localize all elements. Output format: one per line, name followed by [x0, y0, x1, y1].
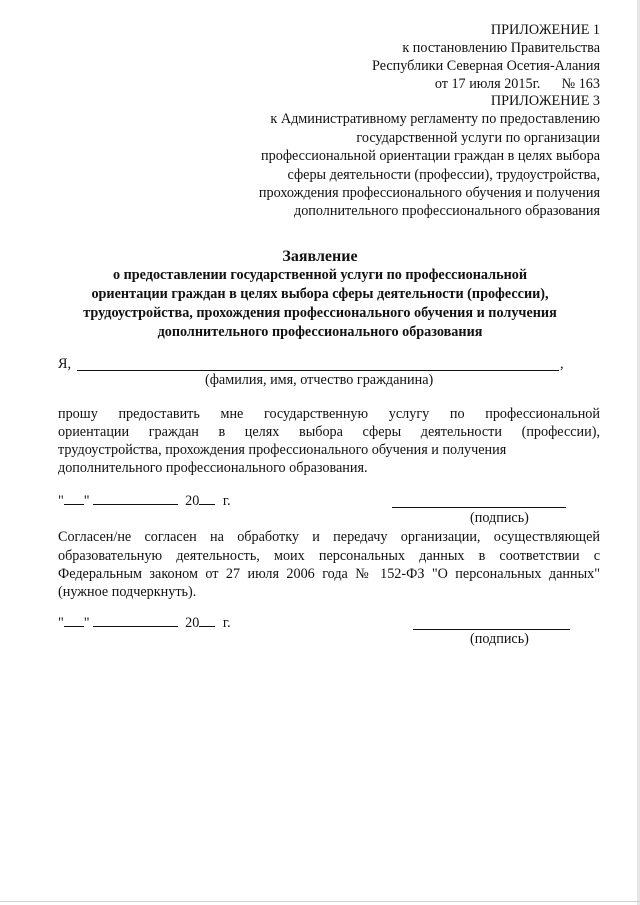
applicant-suffix: , [560, 356, 564, 372]
consent-line: (нужное подчеркнуть). [58, 584, 197, 600]
quote-close: " [83, 615, 90, 631]
resolution-line-1: к постановлению Правительства [402, 40, 600, 56]
scan-bottom-edge [0, 901, 640, 902]
resolution-number: № 163 [561, 76, 600, 92]
year-field[interactable] [199, 614, 215, 627]
subtitle-line: ориентации граждан в целях выбора сферы деятельности (профессии), [91, 286, 549, 302]
applicant-name-field[interactable] [77, 370, 559, 371]
applicant-prefix: Я, [58, 356, 72, 372]
resolution-date-line [435, 76, 600, 93]
year-suffix: г. [222, 615, 231, 631]
appendix-1-label: ПРИЛОЖЕНИЕ 1 [490, 22, 600, 38]
consent-line: Федеральным законом от 27 июля 2006 года № 152-ФЗ "О персональных данных" [58, 566, 600, 582]
date-line-2 [58, 614, 231, 633]
regulation-line: дополнительного профессионального образования [293, 203, 600, 219]
document-title: Заявление [282, 248, 358, 265]
resolution-date: от 17 июля 2015г. [434, 76, 541, 92]
year-prefix: 20 [185, 615, 200, 631]
regulation-line: профессиональной ориентации граждан в целях выбора [261, 148, 600, 164]
quote-open: " [58, 615, 64, 631]
request-line: трудоустройства, прохождения профессионального обучения и получения [58, 442, 507, 458]
year-field[interactable] [199, 492, 215, 505]
date-line-1 [58, 492, 231, 511]
signature-field-2[interactable] [413, 629, 570, 630]
signature-hint-1: (подпись) [470, 510, 529, 526]
year-prefix: 20 [185, 493, 200, 509]
day-field[interactable] [64, 614, 84, 627]
signature-hint-2: (подпись) [470, 631, 529, 647]
request-line: дополнительного профессионального образования. [58, 460, 368, 476]
signature-field-1[interactable] [392, 507, 566, 508]
quote-open: " [58, 493, 64, 509]
applicant-hint: (фамилия, имя, отчество гражданина) [205, 372, 434, 388]
consent-line: Согласен/не согласен на обработку и передачу организации, осуществляющей [58, 529, 600, 545]
appendix-3-label: ПРИЛОЖЕНИЕ 3 [490, 93, 600, 109]
month-field[interactable] [93, 614, 178, 627]
regulation-line: прохождения профессионального обучения и получения [258, 185, 600, 201]
request-line: ориентации граждан в целях выбора сферы деятельности (профессии), [58, 424, 600, 440]
quote-close: " [83, 493, 90, 509]
resolution-line-2: Республики Северная Осетия-Алания [371, 58, 600, 74]
regulation-line: к Административному регламенту по предоставлению [270, 111, 600, 127]
year-suffix: г. [222, 493, 231, 509]
subtitle-line: о предоставлении государственной услуги по профессиональной [112, 267, 528, 283]
subtitle-line: трудоустройства, прохождения профессионального обучения и получения [83, 305, 557, 321]
day-field[interactable] [64, 492, 84, 505]
subtitle-line: дополнительного профессионального образования [157, 324, 483, 340]
regulation-line: сферы деятельности (профессии), трудоустройства, [287, 167, 600, 183]
consent-line: образовательную деятельность, моих персональных данных в соответствии с [58, 548, 600, 564]
request-line: прошу предоставить мне государственную услугу по профессиональной [58, 406, 600, 422]
regulation-line: государственной услуги по организации [356, 130, 600, 146]
month-field[interactable] [93, 492, 178, 505]
